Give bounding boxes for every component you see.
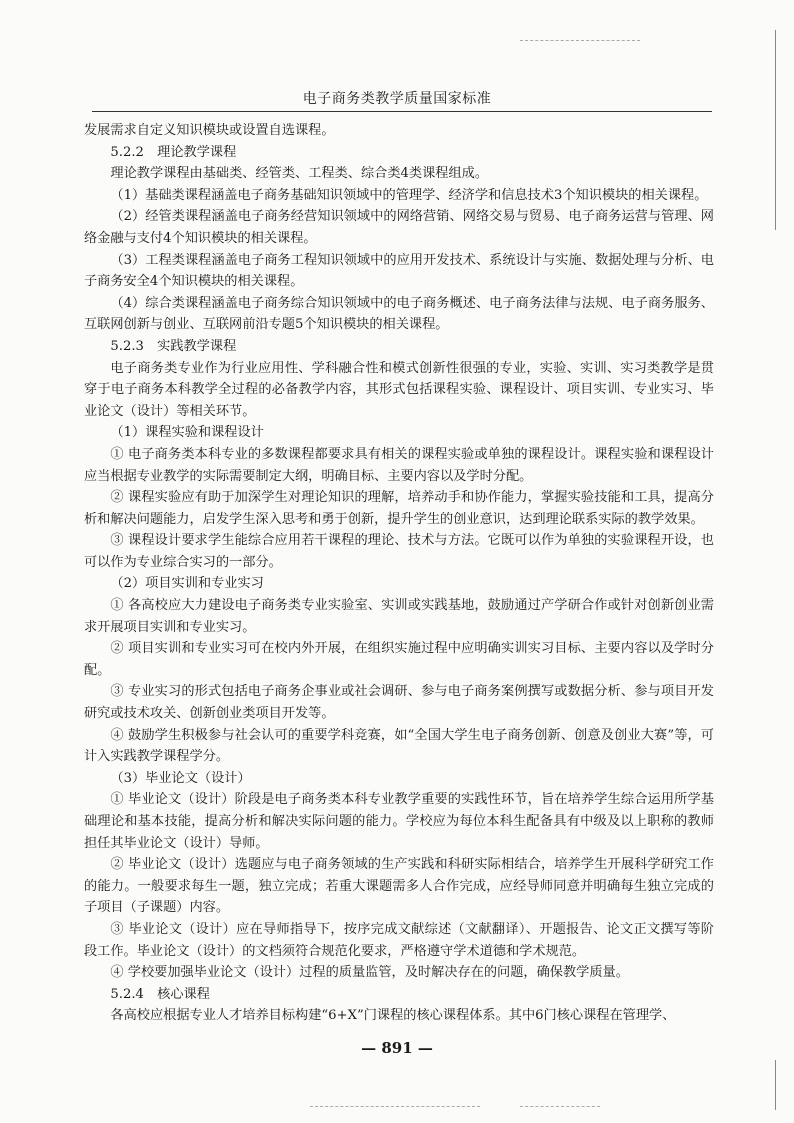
paragraph: ④ 鼓励学生积极参与社会认可的重要学科竞赛，如“全国大学生电子商务创新、创意及创业大赛”等，可计入实践教学课程学分。 <box>84 727 714 765</box>
paragraph: ② 课程实验应有助于加深学生对理论知识的理解，培养动手和协作能力，掌握实验技能和工具，提高分析和解决问题能力，启发学生深入思考和勇于创新，提升学生的创业意识，达到理论联系实际的教学效果。 <box>84 490 714 527</box>
paragraph: ③ 毕业论文（设计）应在导师指导下，按序完成文献综述（文献翻译）、开题报告、论文正文撰写等阶段工作。毕业论文（设计）的文档须符合规范化要求，严格遵守学术道德和学术规范。 <box>84 921 714 959</box>
scan-artifact-bottom <box>310 1106 480 1108</box>
paragraph: 电子商务类专业作为行业应用性、学科融合性和模式创新性很强的专业，实验、实训、实习类教学是贯穿于电子商务本科教学全过程的必备教学内容，其形式包括课程实验、课程设计、项目实训、专业实习、毕业论文（设计）等相关环节。 <box>84 360 714 419</box>
paragraph: （1）基础类课程涵盖电子商务基础知识领域中的管理学、经济学和信息技术3个知识模块的相关课程。 <box>110 187 708 203</box>
paragraph: 各高校应根据专业人才培养目标构建“6+X”门课程的核心课程体系。其中6门核心课程在管理学、 <box>110 1008 676 1024</box>
subheading: （1）课程实验和课程设计 <box>110 425 264 441</box>
paragraph: 理论教学课程由基础类、经管类、工程类、综合类4类课程组成。 <box>110 166 489 182</box>
section-heading-5-2-2: 5.2.2 理论教学课程 <box>110 144 237 160</box>
scan-artifact-bottom-right <box>520 1106 600 1108</box>
scan-artifact-top <box>520 40 640 42</box>
paragraph: （3）工程类课程涵盖电子商务工程知识领域中的应用开发技术、系统设计与实施、数据处理与分析、电子商务安全4个知识模块的相关课程。 <box>84 252 714 290</box>
subheading: （2）项目实训和专业实习 <box>110 576 264 592</box>
paragraph: （2）经管类课程涵盖电子商务经营知识领域中的网络营销、网络交易与贸易、电子商务运营与管理、网络金融与支付4个知识模块的相关课程。 <box>84 209 714 246</box>
running-header-title: 电子商务类教学质量国家标准 <box>302 91 492 107</box>
paragraph: 发展需求自定义知识模块或设置自选课程。 <box>84 123 335 138</box>
subheading: （3）毕业论文（设计） <box>110 770 251 786</box>
paragraph: ④ 学校要加强毕业论文（设计）过程的质量监管，及时解决存在的问题，确保教学质量。 <box>110 965 629 981</box>
page-number: — 891 — <box>361 1039 433 1057</box>
paragraph: ③ 课程设计要求学生能综合应用若干课程的理论、技术与方法。它既可以作为单独的实验课程开设，也可以作为专业综合实习的一部分。 <box>84 533 714 570</box>
paragraph: ① 毕业论文（设计）阶段是电子商务类本科专业教学重要的实践性环节，旨在培养学生综合运用所学基础理论和基本技能，提高分析和解决实际问题的能力。学校应为每位本科生配备具有中级及以上职称的教师担任其毕业论文（设计）导师。 <box>84 792 714 851</box>
section-heading-5-2-3: 5.2.3 实践教学课程 <box>110 338 237 354</box>
paragraph: ① 电子商务类本科专业的多数课程都要求具有相关的课程实验或单独的课程设计。课程实验和课程设计应当根据专业教学的实际需要制定大纲，明确目标、主要内容以及学时分配。 <box>84 446 714 484</box>
section-heading-5-2-4: 5.2.4 核心课程 <box>110 986 210 1002</box>
scan-edge-line-bottom <box>775 1060 776 1110</box>
paragraph: ① 各高校应大力建设电子商务类专业实验室、实训或实践基地，鼓励通过产学研合作或针对创新创业需求开展项目实训和专业实习。 <box>84 598 714 635</box>
paragraph: （4）综合类课程涵盖电子商务综合知识领域中的电子商务概述、电子商务法律与法规、电子商务服务、互联网创新与创业、互联网前沿专题5个知识模块的相关课程。 <box>84 295 714 333</box>
paragraph: ② 项目实训和专业实习可在校内外开展，在组织实施过程中应明确实训实习目标、主要内容以及学时分配。 <box>84 641 714 678</box>
body-text <box>84 120 714 1027</box>
paragraph: ② 毕业论文（设计）选题应与电子商务领域的生产实践和科研实际相结合，培养学生开展科学研究工作的能力。一般要求每生一题，独立完成；若重大课题需多人合作完成，应经导师同意并明确每生独立完成的子项目（子课题）内容。 <box>84 857 714 916</box>
header-rule <box>92 111 712 112</box>
paragraph: ③ 专业实习的形式包括电子商务企事业或社会调研、参与电子商务案例撰写或数据分析、参与项目开发研究或技术攻关、创新创业类项目开发等。 <box>84 684 714 722</box>
scan-edge-line <box>775 30 776 230</box>
